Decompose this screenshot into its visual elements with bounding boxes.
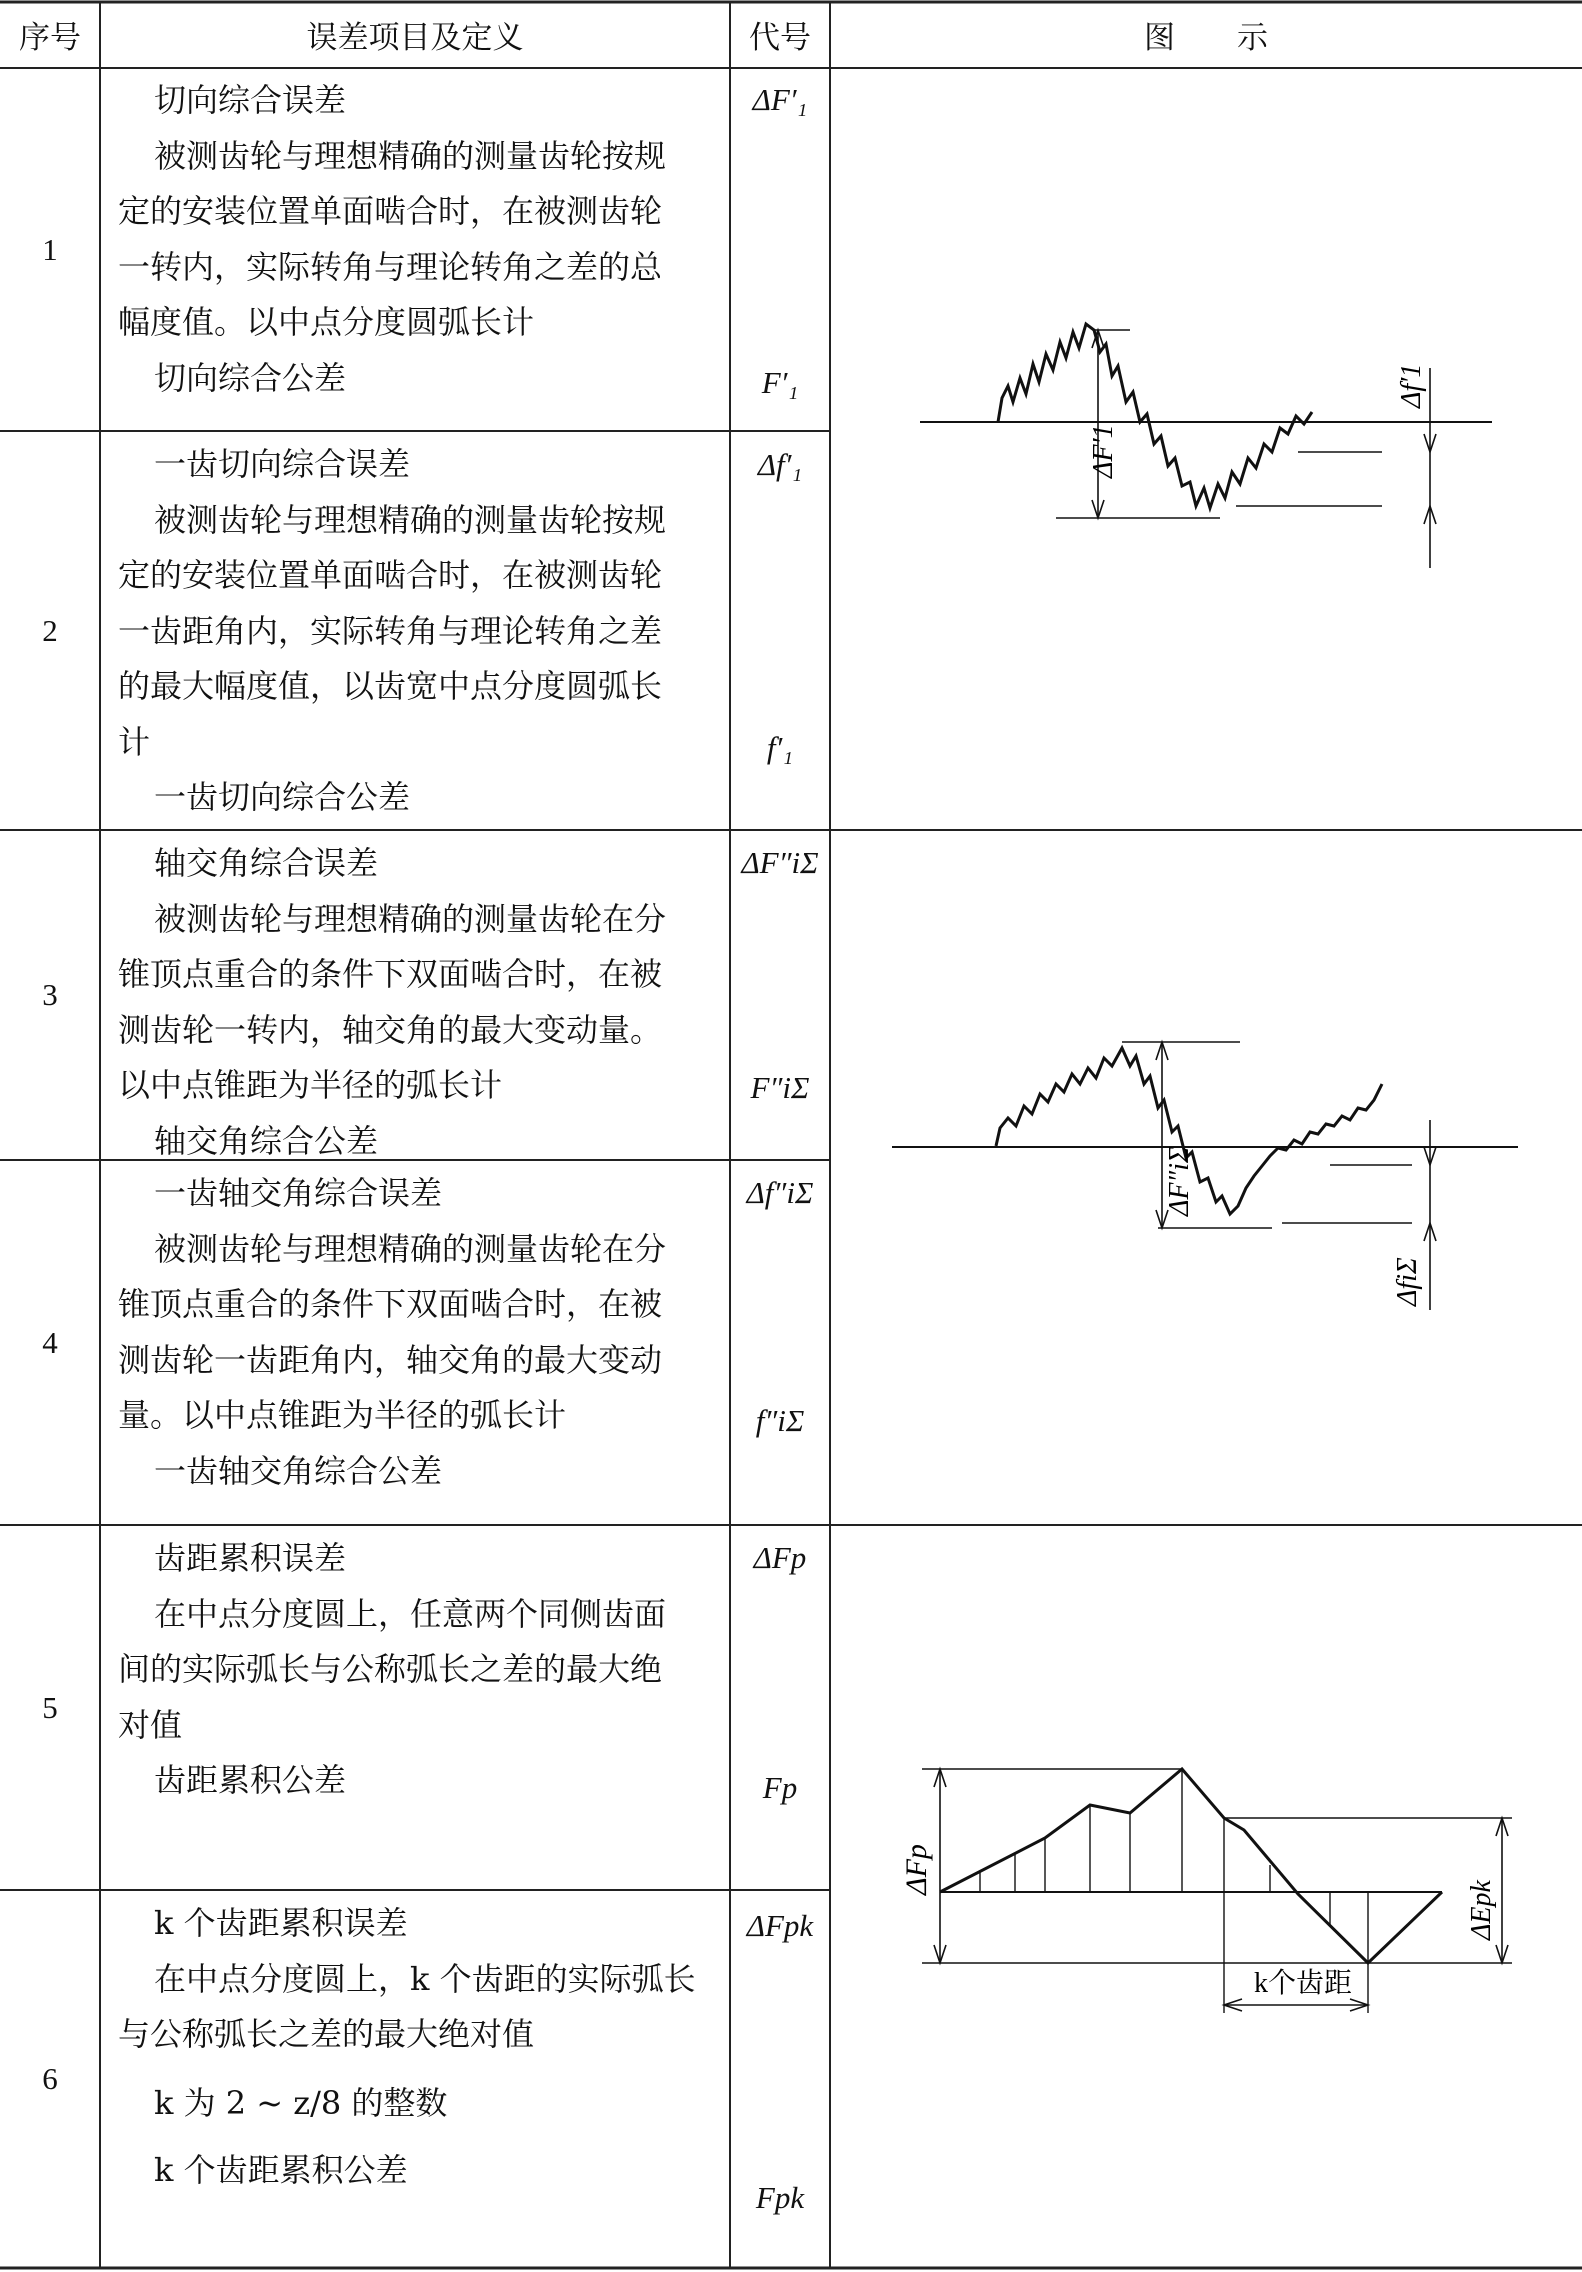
row-6-code-tolerance: Fpk: [755, 2180, 805, 2215]
row-3-line: 被测齿轮与理想精确的测量齿轮在分: [154, 899, 667, 938]
figure-3-label-small: ΔEpk: [1466, 1880, 1497, 1940]
row-1-seq: 1: [42, 231, 58, 267]
row-1-code-tolerance: F′₁: [761, 365, 799, 400]
row-1-tolerance: 切向综合公差: [154, 358, 347, 397]
row-3-seq: 3: [42, 977, 58, 1012]
row-4-line: 锥顶点重合的条件下双面啮合时，在被: [118, 1285, 663, 1323]
row-5-code-error: ΔFp: [753, 1540, 807, 1575]
figure-3-label-big: ΔFp: [900, 1844, 933, 1895]
header-item: 误差项目及定义: [306, 19, 524, 56]
row-2-code-error: Δf′₁: [757, 447, 803, 482]
row-1-code-error: ΔF′₁: [752, 82, 808, 117]
row-1-desc: [118, 73, 718, 406]
header-seq: 序号: [19, 19, 81, 56]
row-4-line: 被测齿轮与理想精确的测量齿轮在分: [154, 1229, 667, 1268]
figure-3-span-label: k个齿距: [1254, 1968, 1353, 1999]
row-3-code-error: ΔF″iΣ: [741, 845, 819, 880]
row-5-seq: 5: [42, 1689, 58, 1725]
row-2-line: 一齿距角内，实际转角与理论转角之差: [118, 611, 663, 650]
row-4-code-tolerance: f″iΣ: [755, 1403, 805, 1438]
row-6-desc: [118, 1896, 718, 2198]
row-4-tolerance: 一齿轴交角综合公差: [154, 1451, 443, 1490]
row-2-line: 被测齿轮与理想精确的测量齿轮按规: [154, 500, 667, 539]
row-5-line: 对值: [118, 1705, 183, 1744]
row-5-line: 在中点分度圆上，任意两个同侧齿面: [154, 1594, 667, 1633]
row-1-line: 一转内，实际转角与理论转角之差的总: [118, 247, 663, 286]
row-4-title: 一齿轴交角综合误差: [154, 1174, 443, 1212]
row-3-line: 以中点锥距为半径的弧长计: [118, 1066, 503, 1104]
figure-axis-angle-composite: [830, 830, 1582, 1525]
row-2-code-tolerance: f′₁: [766, 730, 794, 765]
row-4-code-error: Δf″iΣ: [746, 1175, 814, 1210]
figure-1-label-big: ΔF′1: [1088, 424, 1119, 478]
row-4-line: 测齿轮一齿距角内，轴交角的最大变动: [118, 1340, 663, 1379]
row-3-tolerance: 轴交角综合公差: [154, 1121, 379, 1160]
row-5-line: 间的实际弧长与公称弧长之差的最大绝: [118, 1650, 663, 1688]
header-figure: 图 示: [1144, 19, 1268, 56]
header-code: 代号: [749, 19, 811, 56]
row-5-code-tolerance: Fp: [762, 1770, 798, 1805]
row-2-tolerance: 一齿切向综合公差: [154, 778, 411, 816]
row-1-line: 幅度值。以中点分度圆弧长计: [118, 303, 535, 341]
row-5-tolerance: 齿距累积公差: [154, 1761, 347, 1799]
row-5-title: 齿距累积误差: [154, 1539, 347, 1577]
row-6-line: 在中点分度圆上，k 个齿距的实际弧长: [154, 1959, 696, 1998]
row-3-line: 锥顶点重合的条件下双面啮合时，在被: [118, 955, 663, 993]
row-4-desc: [118, 1166, 718, 1499]
figure-2-label-small: ΔfiΣ: [1392, 1257, 1423, 1306]
row-2-desc: [118, 437, 718, 826]
row-2-line: 定的安装位置单面啮合时，在被测齿轮: [118, 556, 663, 594]
row-6-line: 与公称弧长之差的最大绝对值: [118, 2015, 535, 2053]
row-2-title: 一齿切向综合误差: [154, 445, 411, 483]
row-3-title: 轴交角综合误差: [154, 844, 379, 882]
row-2-seq: 2: [42, 612, 58, 648]
row-6-line: k 为 2 ~ z/8 的整数: [154, 2083, 448, 2122]
figure-1-label-small: Δf′1: [1396, 363, 1427, 408]
figure-2-label-big: ΔF″iΣ: [1164, 1146, 1195, 1216]
row-6-title: k 个齿距累积误差: [154, 1904, 408, 1942]
figure-tangential-composite: [830, 68, 1582, 830]
row-6-tolerance: k 个齿距累积公差: [154, 2150, 408, 2189]
row-2-line: 的最大幅度值，以齿宽中点分度圆弧长: [118, 667, 663, 705]
row-3-code-tolerance: F″iΣ: [750, 1070, 810, 1105]
row-6-seq: 6: [42, 2061, 58, 2096]
row-1-title: 切向综合误差: [154, 81, 347, 119]
row-3-line: 测齿轮一转内，轴交角的最大变动量。: [118, 1010, 663, 1049]
row-1-line: 定的安装位置单面啮合时，在被测齿轮: [118, 192, 663, 230]
row-4-line: 量。以中点锥距为半径的弧长计: [118, 1396, 567, 1434]
row-2-line: 计: [118, 722, 151, 761]
row-5-desc: [118, 1531, 718, 1809]
row-4-seq: 4: [42, 1324, 58, 1360]
row-1-line: 被测齿轮与理想精确的测量齿轮按规: [154, 136, 667, 175]
row-6-code-error: ΔFpk: [746, 1908, 814, 1943]
figure-cumulative-pitch: [830, 1525, 1582, 2268]
row-3-desc: [118, 836, 718, 1169]
